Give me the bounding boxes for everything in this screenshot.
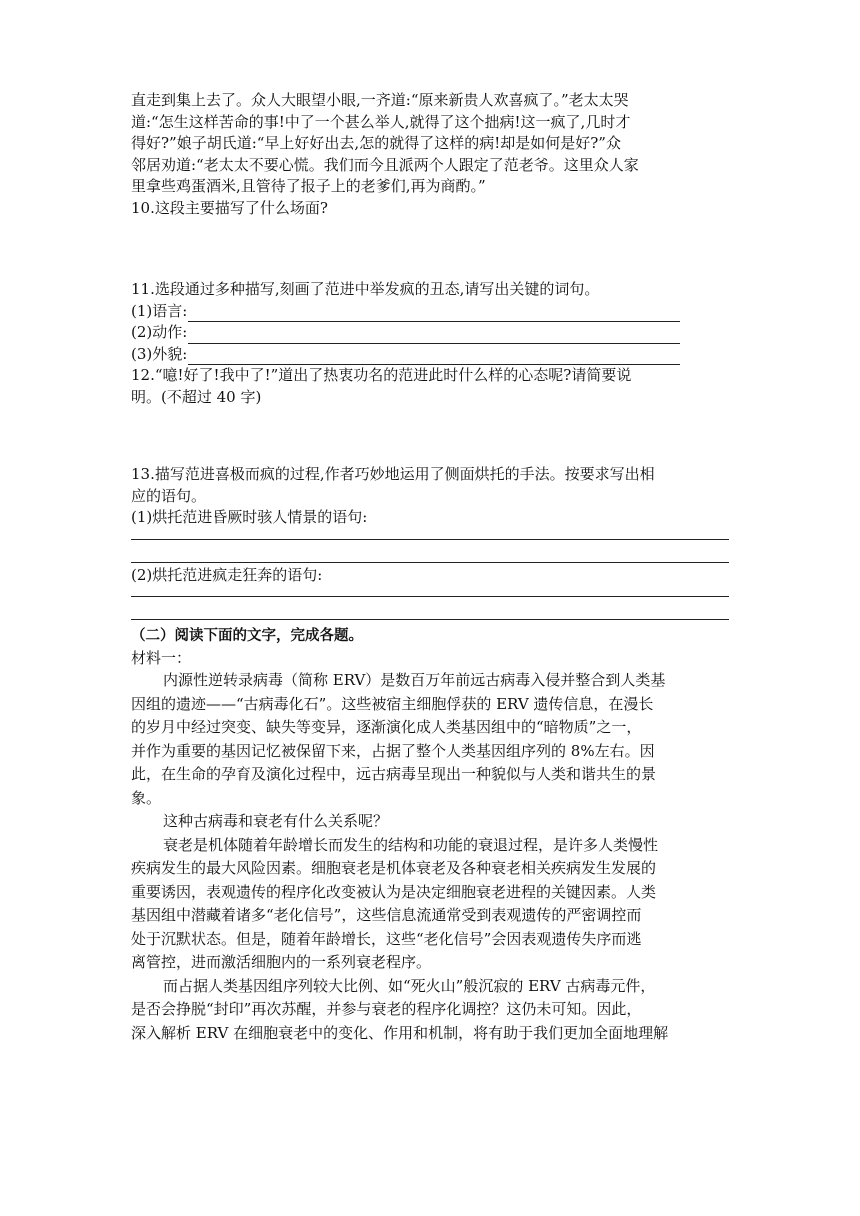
paragraph-line: 的岁月中经过突变、缺失等变异，逐渐演化成人类基因组中的“暗物质”之一， — [131, 718, 642, 736]
q11-item-label: (2)动作: — [131, 323, 188, 341]
passage-line: 里拿些鸡蛋酒米,且管待了报子上的老爹们,再为商酌。” — [131, 177, 486, 195]
paragraph-line: 此，在生命的孕育及演化过程中，远古病毒呈现出一种貌似与人类和谐共生的景 — [131, 765, 657, 783]
passage-line: 得好?”娘子胡氏道:“早上好好出去,怎的就得了这样的病!却是如何是好?”众 — [131, 134, 621, 152]
fill-blank-action[interactable] — [188, 327, 680, 344]
paragraph-line: 而占据人类基因组序列较大比例、如“死火山”般沉寂的 ERV 古病毒元件， — [163, 976, 656, 995]
paragraph-line: 重要诱因，表观遗传的程序化改变被认为是决定细胞衰老进程的关键因素。人类 — [131, 882, 657, 901]
question-12-line-2: 明。(不超过 40 字) — [131, 387, 262, 406]
passage-line: 道:“怎生这样苦命的事!中了一个甚么举人,就得了这个拙病!这一疯了,几时才 — [131, 112, 631, 131]
paragraph-line: 因组的遗迹——“古病毒化石”。这些被宿主细胞俘获的 ERV 遗传信息，在漫长 — [131, 694, 654, 713]
answer-line[interactable] — [131, 597, 729, 620]
passage-line: 直走到集上去了。众人大眼望小眼,一齐道:“原来新贵人欢喜疯了。”老太太哭 — [131, 91, 629, 109]
material-label: 材料一： — [131, 648, 192, 667]
q11-item-label: (3)外貌: — [131, 344, 188, 363]
answer-line[interactable] — [131, 529, 729, 540]
paragraph-line: 深入解析 ERV 在细胞衰老中的变化、作用和机制，将有助于我们更加全面地理解 — [131, 1023, 669, 1042]
paragraph-line: 内源性逆转录病毒（简称 ERV）是数百万年前远古病毒入侵并整合到人类基 — [163, 671, 666, 689]
material-paragraph — [131, 975, 731, 1046]
paragraph-line: 处于沉默状态。但是，随着年龄增长，这些“老化信号”会因表观遗传失序而逃 — [131, 929, 642, 948]
question-10: 10.这段主要描写了什么场面? — [131, 198, 328, 217]
q11-item-action — [131, 322, 731, 344]
section-heading: （二）阅读下面的文字，完成各题。 — [131, 628, 363, 644]
paragraph-line: 疾病发生的最大风险因素。细胞衰老是机体衰老及各种衰老相关疾病发生发展的 — [131, 859, 657, 877]
passage-excerpt — [131, 90, 731, 198]
question-13-line-2: 应的语句。 — [131, 486, 207, 505]
q11-item-language — [131, 301, 731, 323]
answer-line[interactable] — [131, 540, 729, 563]
question-13-line-1: 13.描写范进喜极而疯的过程,作者巧妙地运用了侧面烘托的手法。按要求写出相 — [131, 465, 655, 483]
paragraph-line: 象。 — [131, 788, 162, 807]
q11-item-appearance — [131, 344, 731, 366]
question-13-sub-1: (1)烘托范进昏厥时骇人情景的语句: — [131, 508, 368, 526]
material-paragraph — [131, 834, 731, 975]
section-2 — [131, 626, 731, 1045]
paragraph-line: 衰老是机体随着年龄增长而发生的结构和功能的衰退过程，是许多人类慢性 — [163, 835, 659, 854]
answer-line[interactable] — [131, 586, 729, 597]
document-page — [131, 90, 731, 1045]
answer-space-12[interactable] — [131, 408, 731, 464]
fill-blank-language[interactable] — [188, 305, 680, 322]
question-13-sub-2: (2)烘托范进疯走狂奔的语句: — [131, 565, 323, 584]
paragraph-line: 并作为重要的基因记忆被保留下来，占据了整个人类基因组序列的 8%左右。因 — [131, 741, 655, 760]
paragraph-line: 这种古病毒和衰老有什么关系呢？ — [163, 812, 389, 830]
question-12-line-1: 12.“噫!好了!我中了!”道出了热衷功名的范进此时什么样的心态呢?请简要说 — [131, 366, 632, 384]
answer-space-10[interactable] — [131, 219, 731, 279]
passage-line: 邻居劝道:“老太太不要心慌。我们而今且派两个人跟定了范老爷。这里众人家 — [131, 155, 639, 174]
paragraph-line: 离管控，进而激活细胞内的一系列衰老程序。 — [131, 953, 432, 971]
q11-item-label: (1)语言: — [131, 301, 188, 320]
paragraph-line: 是否会挣脱“封印”再次苏醒，并参与衰老的程序化调控？这仍未可知。因此， — [131, 1000, 642, 1018]
material-paragraph — [131, 810, 731, 834]
paragraph-line: 基因组中潜藏着诸多“老化信号”，这些信息流通常受到表观遗传的严密调控而 — [131, 906, 642, 924]
question-11: 11.选段通过多种描写,刻画了范进中举发疯的丑态,请写出关键的词句。 — [131, 280, 600, 298]
material-paragraph — [131, 669, 731, 810]
fill-blank-appearance[interactable] — [188, 348, 680, 365]
